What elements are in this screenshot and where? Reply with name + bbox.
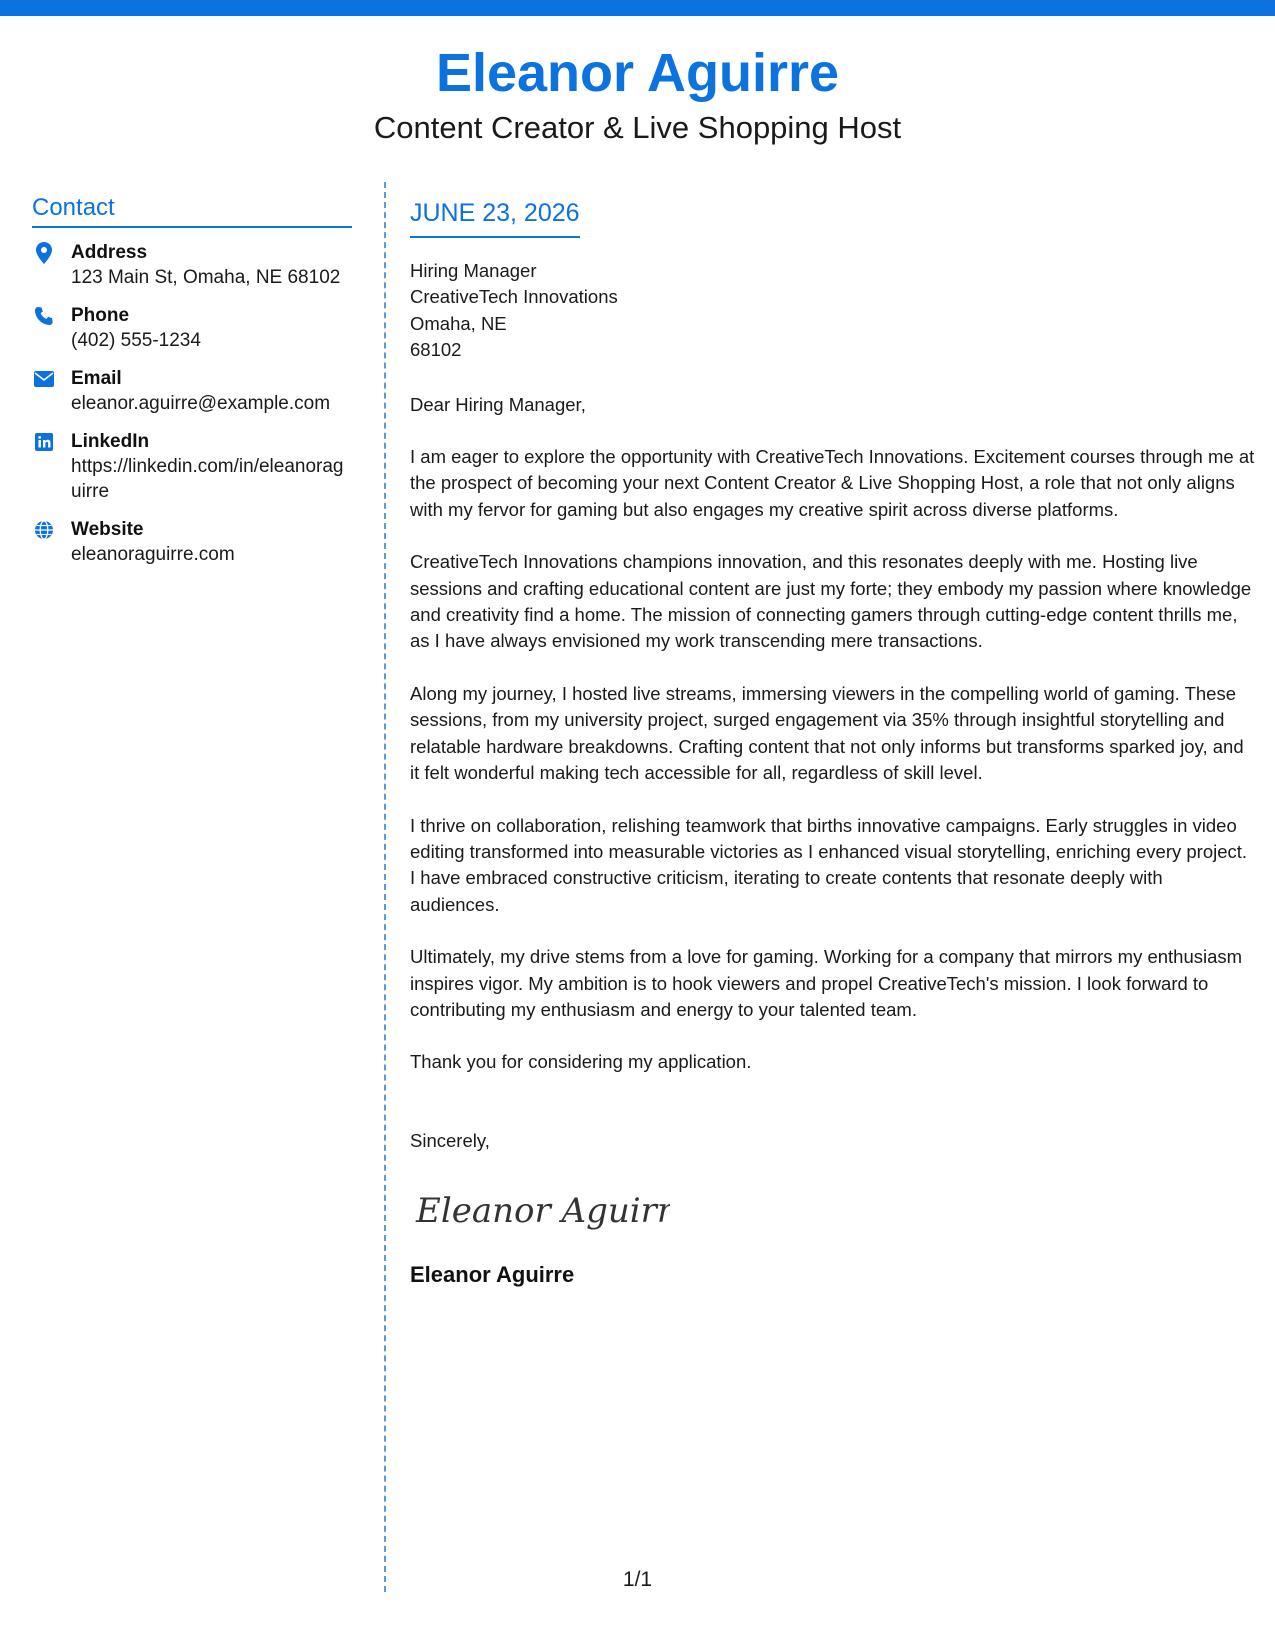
phone-icon <box>32 304 56 328</box>
recipient-line: Hiring Manager <box>410 260 537 281</box>
contact-label: Address <box>71 242 148 263</box>
envelope-icon <box>32 367 56 391</box>
body-paragraph: CreativeTech Innovations champions innovation, and this resonates deeply with me. Hosting live sessions and crafting educational content are just my forte; they embody my passion where knowledge and creativity find a home. The mission of connecting gamers through cutting-edge content thrills me, as I have always envisioned my work transcending mere transactions. <box>410 551 1252 652</box>
recipient-line: Omaha, NE <box>410 312 507 334</box>
contact-item-address <box>32 240 352 290</box>
globe-icon <box>32 518 56 542</box>
phone-value: (402) 555-1234 <box>71 330 201 351</box>
page-number: 1/1 <box>622 1568 653 1591</box>
contact-item-phone <box>32 303 352 353</box>
website-value[interactable]: eleanoraguirre.com <box>71 544 235 565</box>
salutation: Dear Hiring Manager, <box>410 393 586 415</box>
address-value: 123 Main St, Omaha, NE 68102 <box>71 267 341 288</box>
contact-item-website <box>32 517 352 567</box>
applicant-name: Eleanor Aguirre <box>435 43 840 103</box>
signer-name: Eleanor Aguirre <box>410 1262 575 1288</box>
letter-body <box>410 196 1255 1290</box>
body-paragraph: Along my journey, I hosted live streams, immersing viewers in the compelling world of gaming. These sessions, from my university project, surged engagement via 35% through insightful storytelling and relatable hardware breakdowns. Crafting content that not only informs but transforms sparked joy, and it felt wonderful making tech accessible for all, regardless of skill level. <box>410 682 1244 784</box>
contact-label: LinkedIn <box>71 431 150 452</box>
body-paragraph: Ultimately, my drive stems from a love for gaming. Working for a company that mirrors my enthusiasm inspires vigor. My ambition is to hook viewers and propel CreativeTech's mission. I look forward to contributing my enthusiasm and energy to your talented team. <box>410 946 1243 1020</box>
body-paragraph: Thank you for considering my application. <box>410 1051 752 1073</box>
column-divider <box>384 182 386 1592</box>
contact-item-email <box>32 366 352 416</box>
linkedin-icon <box>32 430 56 454</box>
contact-sidebar <box>32 192 352 580</box>
contact-label: Website <box>71 519 144 540</box>
letter-header <box>0 40 1275 148</box>
handwritten-signature <box>410 1182 1255 1240</box>
recipient-line: CreativeTech Innovations <box>410 286 618 308</box>
body-paragraph: I am eager to explore the opportunity with CreativeTech Innovations. Excitement courses through me at the prospect of becoming your next Content Creator & Live Shopping Host, a role that not only aligns with my fervor for gaming but also engages my creative spirit across diverse platforms. <box>410 446 1255 520</box>
signature-glyphs: Eleanor Aguirre <box>416 1191 670 1232</box>
email-value[interactable]: eleanor.aguirre@example.com <box>71 393 331 414</box>
contact-item-linkedin <box>32 429 352 504</box>
letter-date: JUNE 23, 2026 <box>410 196 580 238</box>
contact-list <box>32 240 352 567</box>
recipient-block <box>410 258 1255 364</box>
applicant-role: Content Creator & Live Shopping Host <box>373 110 902 145</box>
closing: Sincerely, <box>410 1129 490 1151</box>
recipient-line: 68102 <box>410 339 462 361</box>
contact-label: Phone <box>71 305 130 326</box>
contact-heading: Contact <box>32 192 352 228</box>
body-paragraph: I thrive on collaboration, relishing teamwork that births innovative campaigns. Early struggles in video editing transformed into measurable victories as I enhanced visual storytelling, enriching every project. I have embraced constructive criticism, iterating to create contents that resonate deeply with audiences. <box>410 814 1248 915</box>
linkedin-value[interactable]: https://linkedin.com/in/eleanoraguirre <box>71 456 344 502</box>
location-pin-icon <box>32 241 56 265</box>
contact-label: Email <box>71 368 122 389</box>
top-accent-bar <box>0 0 1275 16</box>
